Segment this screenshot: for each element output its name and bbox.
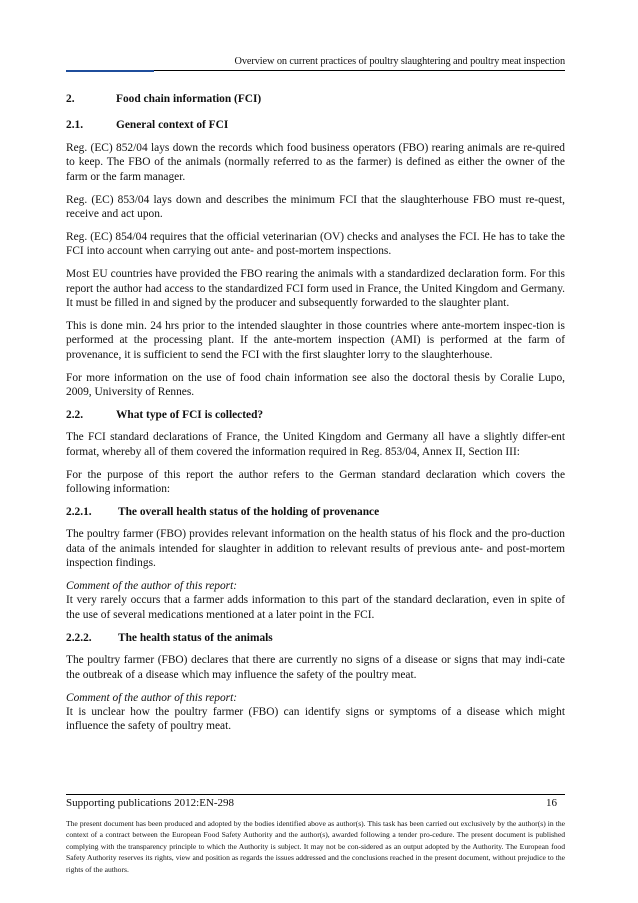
paragraph: The poultry farmer (FBO) declares that there are currently no signs of a disease or signs that may indi-cate the outbreak of a disease which may influence the safety of the poultry meat.	[66, 654, 565, 681]
page-body	[66, 92, 565, 742]
author-comment	[66, 579, 565, 622]
header-rule-accent	[66, 70, 154, 72]
section-heading-2-2-1	[66, 505, 565, 519]
footer	[66, 797, 565, 809]
section-heading-2-2-2	[66, 631, 565, 645]
section-heading-2	[66, 92, 565, 106]
paragraph: For the purpose of this report the author refers to the German standard declaration which covers the following information:	[66, 468, 565, 496]
footer-rule	[66, 794, 565, 795]
paragraph: The FCI standard declarations of France, the United Kingdom and Germany all have a slightly differ-ent format, whereby all of them covered the information required in Reg. 853/04, Annex II, Section III:	[66, 431, 565, 458]
section-title: What type of FCI is collected?	[116, 408, 264, 421]
section-heading-2-2	[66, 408, 565, 422]
section-title: General context of FCI	[116, 119, 229, 132]
comment-label: Comment of the author of this report:	[66, 580, 238, 593]
comment-text: It is unclear how the poultry farmer (FBO) can identify signs or symptoms of a disease which might influence the safety of poultry meat.	[66, 705, 565, 733]
paragraph: Reg. (EC) 852/04 lays down the records which food business operators (FBO) rearing animals are re-quired to keep. The FBO of the animals (normally referred to as the farmer) is defined as either the owner of the farm or the farm manager.	[66, 141, 565, 183]
section-title: Food chain information (FCI)	[116, 93, 262, 105]
paragraph: Reg. (EC) 853/04 lays down and describes the minimum FCI that the slaughterhouse FBO must re-quest, receive and act upon.	[66, 193, 565, 220]
paragraph: This is done min. 24 hrs prior to the intended slaughter in those countries where ante-mortem inspec-tion is performed at the processing plant. If the ante-mortem inspection (AMI) is performed at the farm of provenance, it is sufficient to send the FCI with the first slaughter lorry to the slaughterhouse.	[66, 319, 565, 361]
publication-reference: Supporting publications 2012:EN-298	[66, 797, 235, 809]
page-number: 16	[546, 797, 557, 809]
section-number: 2.2.2.	[66, 631, 92, 644]
section-title: The overall health status of the holding of provenance	[118, 505, 380, 518]
running-header: Overview on current practices of poultry slaughtering and poultry meat inspection	[234, 56, 565, 67]
comment-label: Comment of the author of this report:	[66, 691, 238, 704]
disclaimer: The present document has been produced and adopted by the bodies identified above as author(s). This task has been carried out exclusively by the author(s) in the context of a contract between the European Food Safety Authority and the author(s), awarded following a tender pro-cedure. The present document is published complying with the transparency principle to which the Authority is subject. It may not be con-sidered as an output adopted by the Authority. The European food Safety Authority reserves its rights, view and position as regards the issues addressed and the conclusions reached in the present document, without prejudice to the rights of the authors.	[66, 819, 565, 874]
section-number: 2.2.1.	[66, 505, 92, 518]
author-comment	[66, 691, 565, 734]
paragraph: The poultry farmer (FBO) provides relevant information on the health status of his flock and the pro-duction data of the animals intended for slaughter in addition to relevant results of previous ante- and post-mortem inspection findings.	[66, 528, 565, 570]
section-number: 2.	[66, 93, 75, 105]
paragraph: For more information on the use of food chain information see also the doctoral thesis by Coralie Lupo, 2009, University of Rennes.	[66, 371, 565, 398]
comment-text: It very rarely occurs that a farmer adds information to this part of the standard declaration, even in spite of the use of several medications mentioned at a later point in the FCI.	[66, 594, 565, 621]
paragraph: Most EU countries have provided the FBO rearing the animals with a standardized declaration form. For this report the author had access to the standardized FCI form used in France, the United Kingdom and Germany. It must be filled in and signed by the producer and subsequently forwarded to the slaughter plant.	[66, 268, 565, 309]
paragraph: Reg. (EC) 854/04 requires that the official veterinarian (OV) checks and analyses the FCI. He has to take the FCI into account when carrying out ante- and post-mortem inspections.	[66, 230, 565, 258]
section-number: 2.1.	[66, 119, 84, 132]
section-number: 2.2.	[66, 408, 84, 421]
section-title: The health status of the animals	[118, 631, 273, 644]
section-heading-2-1	[66, 118, 565, 132]
